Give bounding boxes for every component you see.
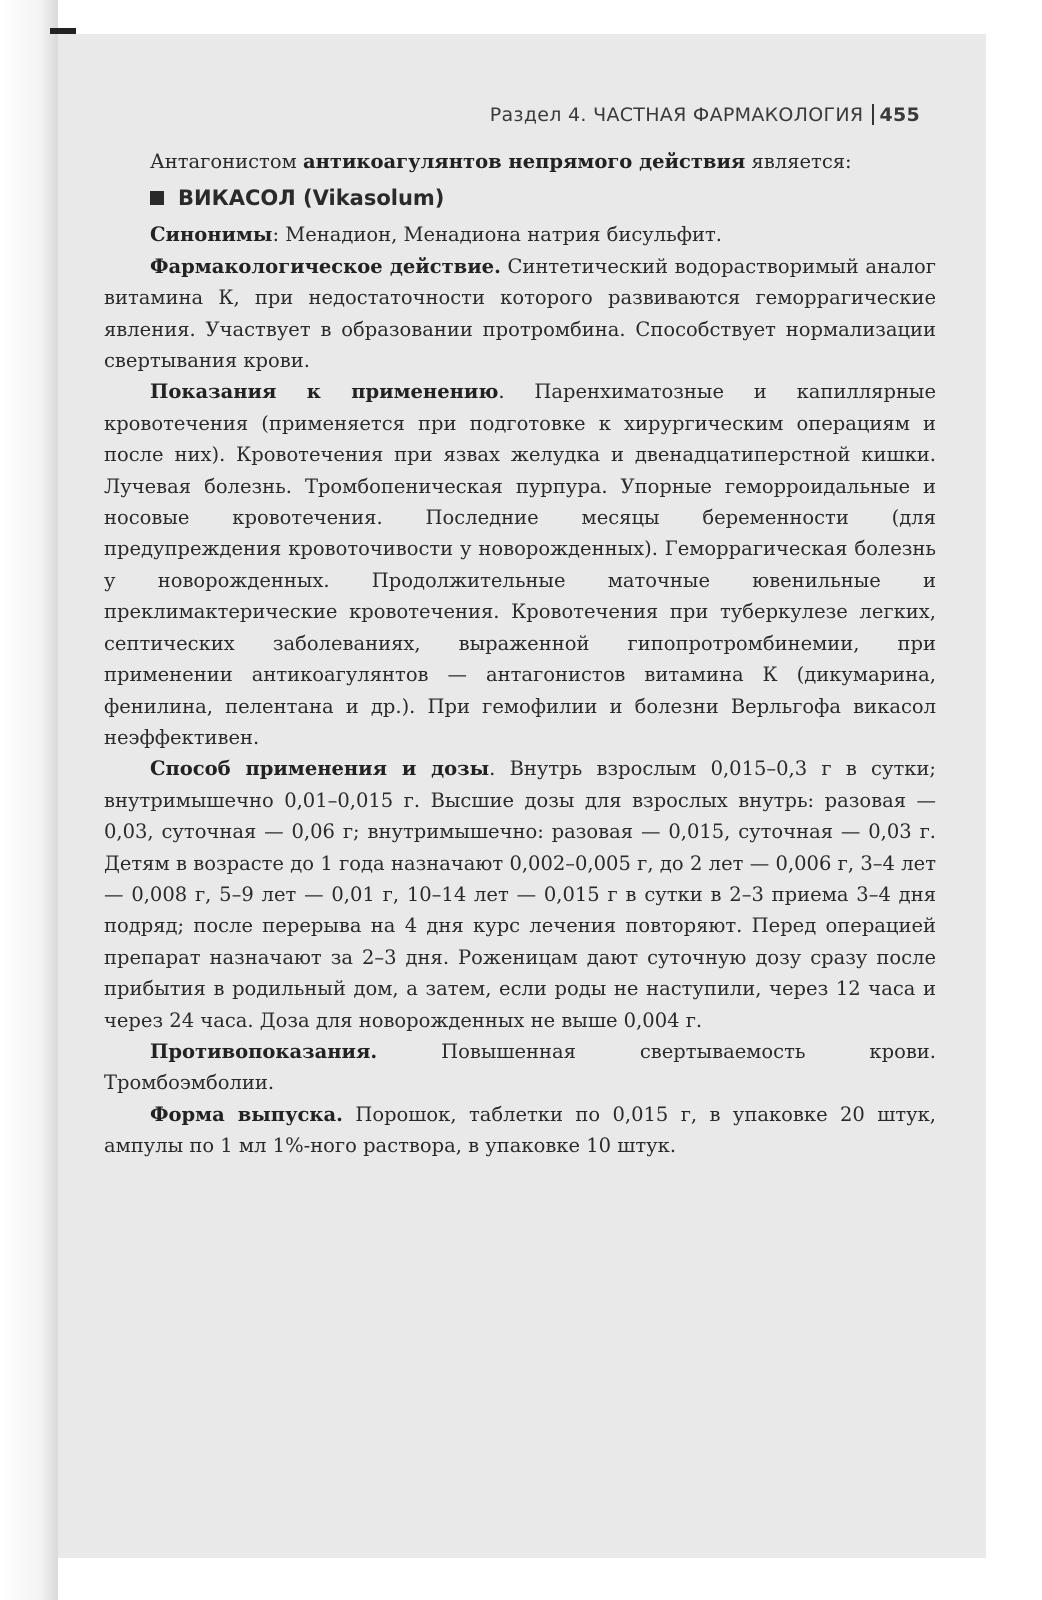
form-text: Порошок, таблетки по 0,015 г, в упаковке 20 штук, ампулы по 1 мл 1%-ного раствора, в упаковке 10 штук. (104, 1102, 936, 1158)
square-bullet-icon (150, 191, 164, 205)
synonyms-label: Синонимы (150, 223, 273, 247)
drug-title: ВИКАСОЛ (Vikasolum) (178, 186, 445, 211)
intro-text-2: является: (745, 150, 852, 173)
pharm-text: Синтетический водорастворимый аналог витамина К, при недостаточности которого развиваются геморрагические явления. Участвует в образовании протромбина. Способствует нормализации свертывания крови. (104, 254, 936, 373)
form-paragraph (104, 1099, 936, 1162)
scan-margin (0, 0, 58, 1600)
dosage-label: Способ применения и дозы (150, 757, 490, 781)
running-header (490, 104, 920, 126)
synonyms-paragraph (104, 219, 936, 250)
intro-bold: антикоагулянтов непрямого действия (302, 150, 746, 173)
header-divider (872, 104, 874, 125)
page-number: 455 (879, 104, 920, 126)
intro-text-1: Антагонистом (150, 150, 303, 173)
contra-text: Повышенная свертываемость крови. Тромбоэмболии. (104, 1039, 936, 1095)
form-label: Форма выпуска. (150, 1102, 343, 1126)
indications-text: . Паренхиматозные и капиллярные кровотечения (применяется при подготовке к хирургическим операциям и после них). Кровотечения при язвах желудка и двенадцатиперстной кишки. Лучевая болезнь. Тромбопеническая пурпура. Упорные геморроидальные и носовые кровотечения. Последние месяцы беременности (для предупреждения кровоточивости у новорожденных). Геморрагическая болезнь у новорожденных. Продолжительные маточные ювенильные и преклимактерические кровотечения. Кровотечения при туберкулезе легких, септических заболеваниях, выраженной гипопротромбинемии, при применении антикоагулянтов — антагонистов витамина К (дикумарина, фенилина, пелентана и др.). При гемофилии и болезни Верльгофа викасол неэффективен. (104, 380, 936, 749)
indications-label: Показания к применению (150, 380, 499, 404)
contra-label: Противопоказания. (150, 1039, 378, 1063)
section-title: Раздел 4. ЧАСТНАЯ ФАРМАКОЛОГИЯ (489, 104, 864, 126)
pharm-label: Фармакологическое действие. (150, 254, 501, 278)
synonyms-text: : Менадион, Менадиона натрия бисульфит. (272, 223, 722, 247)
article-body (104, 146, 936, 1162)
dosage-paragraph (104, 753, 936, 1036)
dosage-text: . Внутрь взрослым 0,015–0,3 г в сутки; внутримышечно 0,01–0,015 г. Высшие дозы для взрослых внутрь: разовая — 0,03, суточная — 0,06 г; внутримышечно: разовая — 0,015, суточная — 0,03 г. Детям в возрасте до 1 года назначают 0,002–0,005 г, до 2 лет — 0,006 г, 3–4 лет — 0,008 г, 5–9 лет — 0,01 г, 10–14 лет — 0,015 г в сутки в 2–3 приема 3–4 дня подряд; после перерыва на 4 дня курс лечения повторяют. Перед операцией препарат назначают за 2–3 дня. Роженицам дают суточную дозу сразу после прибытия в родильный дом, а затем, если роды не наступили, через 12 часа и через 24 часа. Доза для новорожденных не выше 0,004 г. (104, 757, 936, 1032)
intro-paragraph (104, 146, 936, 177)
pharm-paragraph (104, 251, 936, 377)
drug-heading (150, 180, 936, 217)
contra-paragraph (104, 1036, 936, 1099)
indications-paragraph (104, 376, 936, 753)
book-page (58, 34, 986, 1558)
